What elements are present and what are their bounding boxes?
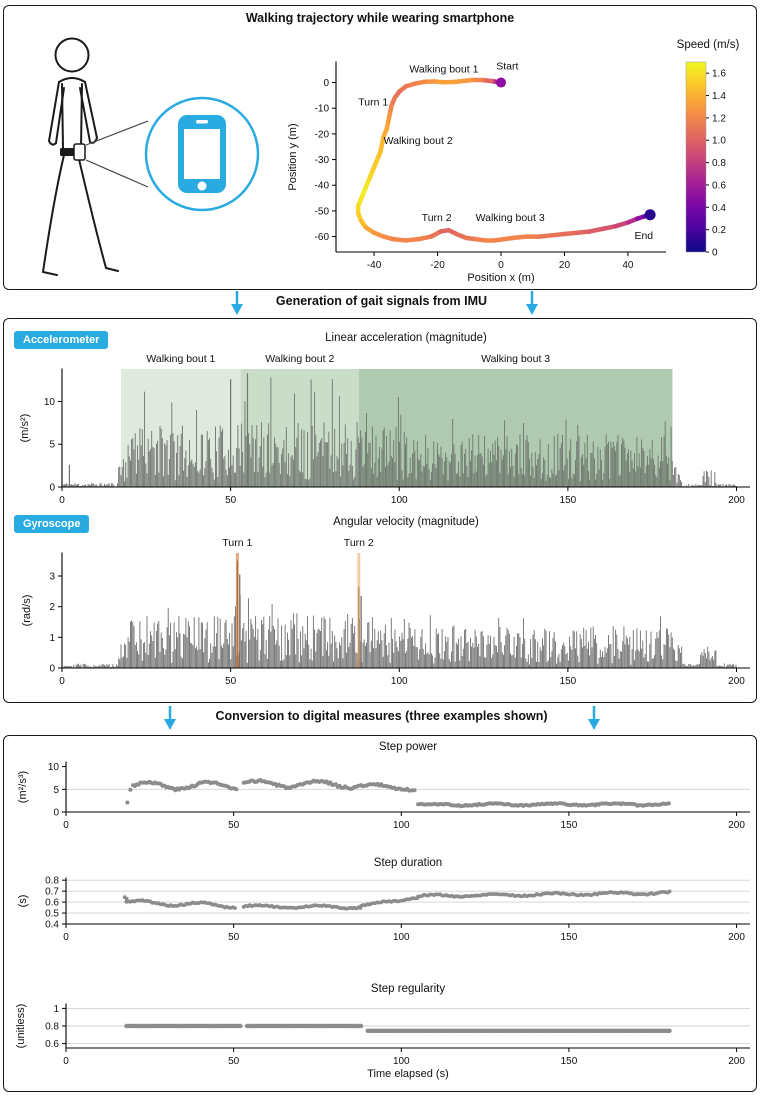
svg-text:-30: -30	[314, 155, 329, 167]
svg-text:0: 0	[59, 676, 65, 687]
svg-text:Step duration: Step duration	[373, 857, 443, 869]
svg-text:-40: -40	[366, 260, 382, 271]
svg-text:100: 100	[392, 820, 410, 831]
panel-digital-measures	[3, 735, 757, 1092]
panel1-title: Walking trajectory while wearing smartphone	[245, 11, 515, 25]
svg-text:0: 0	[63, 820, 69, 831]
svg-text:50: 50	[228, 932, 240, 943]
svg-text:-10: -10	[314, 103, 329, 115]
svg-text:0: 0	[53, 807, 59, 819]
svg-text:150: 150	[560, 820, 578, 831]
svg-text:5: 5	[49, 439, 55, 451]
svg-text:1: 1	[49, 632, 55, 644]
panel-imu-signals	[3, 318, 757, 703]
svg-text:20: 20	[558, 260, 571, 271]
svg-text:0.8: 0.8	[45, 1021, 59, 1033]
svg-text:200: 200	[728, 820, 745, 831]
gyroscope-chart	[4, 511, 757, 701]
svg-text:Step power: Step power	[378, 741, 438, 753]
svg-text:-50: -50	[314, 206, 329, 218]
svg-text:3: 3	[49, 571, 55, 583]
svg-text:End: End	[634, 230, 654, 243]
svg-text:100: 100	[392, 1056, 410, 1067]
svg-text:200: 200	[728, 676, 745, 687]
svg-text:0.2: 0.2	[712, 225, 726, 237]
gyroscope-badge: Gyroscope	[14, 515, 89, 533]
svg-text:5: 5	[53, 784, 59, 796]
connector1-label: Generation of gait signals from IMU	[275, 294, 488, 308]
svg-text:150: 150	[559, 495, 577, 506]
svg-text:100: 100	[390, 495, 408, 506]
svg-text:0: 0	[712, 247, 718, 259]
svg-text:150: 150	[560, 932, 578, 943]
walking-person-illustration	[12, 24, 272, 286]
svg-text:Start: Start	[496, 60, 519, 73]
step-duration-chart	[4, 856, 757, 960]
svg-text:50: 50	[228, 1056, 240, 1067]
svg-text:-40: -40	[314, 180, 329, 192]
svg-text:Turn 1: Turn 1	[222, 537, 253, 549]
svg-text:0: 0	[49, 663, 55, 675]
svg-text:0.4: 0.4	[45, 919, 59, 931]
svg-text:(s): (s)	[17, 894, 29, 908]
accelerometer-badge: Accelerometer	[14, 331, 108, 349]
svg-text:0.4: 0.4	[712, 202, 726, 214]
svg-text:-20: -20	[430, 260, 445, 271]
svg-text:Walking bout 3: Walking bout 3	[475, 212, 545, 225]
svg-text:Walking bout 2: Walking bout 2	[383, 135, 453, 148]
svg-text:0.6: 0.6	[45, 897, 59, 909]
svg-text:0: 0	[59, 495, 65, 506]
svg-text:(m²/s³): (m²/s³)	[17, 770, 29, 804]
svg-text:100: 100	[390, 676, 408, 687]
svg-text:1.6: 1.6	[712, 68, 726, 80]
svg-text:Speed (m/s): Speed (m/s)	[676, 39, 740, 51]
svg-text:40: 40	[622, 260, 634, 271]
svg-text:0: 0	[63, 1056, 69, 1067]
svg-text:(unitless): (unitless)	[15, 1003, 27, 1049]
step-power-chart	[4, 738, 757, 834]
svg-text:0: 0	[498, 260, 504, 271]
svg-text:-20: -20	[314, 129, 329, 141]
svg-text:50: 50	[228, 820, 240, 831]
svg-text:1: 1	[53, 1003, 59, 1015]
svg-text:Linear acceleration (magnitude: Linear acceleration (magnitude)	[325, 332, 487, 344]
svg-text:-60: -60	[314, 232, 329, 244]
svg-text:Step regularity: Step regularity	[370, 983, 446, 995]
panel-walking-trajectory	[3, 5, 757, 290]
svg-text:Time elapsed (s): Time elapsed (s)	[367, 1068, 449, 1080]
belt-phone	[74, 144, 85, 160]
svg-text:0.8: 0.8	[45, 875, 59, 887]
svg-text:0: 0	[63, 932, 69, 943]
svg-text:0.8: 0.8	[712, 158, 726, 170]
svg-text:10: 10	[43, 396, 55, 408]
svg-text:Walking bout 3: Walking bout 3	[481, 353, 551, 365]
svg-text:Turn 2: Turn 2	[421, 212, 452, 225]
connector-measures	[0, 704, 763, 735]
svg-text:10: 10	[47, 762, 59, 774]
svg-text:Turn 1: Turn 1	[358, 96, 389, 109]
svg-text:0: 0	[49, 482, 55, 494]
svg-text:0: 0	[323, 78, 329, 90]
svg-text:0.6: 0.6	[45, 1039, 59, 1051]
smartphone-icon	[178, 115, 226, 193]
svg-text:100: 100	[392, 932, 410, 943]
connector2-label: Conversion to digital measures (three examples shown)	[215, 709, 548, 723]
svg-text:(rad/s): (rad/s)	[21, 594, 33, 627]
svg-text:(m/s²): (m/s²)	[19, 413, 31, 443]
svg-text:1.4: 1.4	[712, 91, 726, 103]
connector-imu	[0, 289, 763, 318]
svg-text:Turn 2: Turn 2	[343, 537, 374, 549]
svg-text:1.2: 1.2	[712, 113, 726, 125]
accelerometer-chart	[4, 325, 757, 511]
svg-text:0.7: 0.7	[45, 886, 59, 898]
svg-text:200: 200	[728, 932, 745, 943]
svg-text:1.0: 1.0	[712, 135, 726, 147]
svg-text:Angular velocity (magnitude): Angular velocity (magnitude)	[333, 516, 479, 528]
svg-text:150: 150	[560, 1056, 578, 1067]
svg-text:Walking bout 2: Walking bout 2	[265, 353, 335, 365]
svg-text:Position x (m): Position x (m)	[467, 272, 535, 284]
svg-text:150: 150	[559, 676, 577, 687]
zoom-line-bottom	[86, 160, 148, 187]
svg-text:0.5: 0.5	[45, 908, 59, 920]
svg-text:200: 200	[728, 1056, 745, 1067]
trajectory-chart	[274, 22, 760, 290]
step-regularity-chart	[4, 982, 757, 1088]
svg-text:Position y (m): Position y (m)	[287, 123, 299, 191]
svg-text:Walking bout 1: Walking bout 1	[146, 353, 216, 365]
svg-text:0.6: 0.6	[712, 180, 726, 192]
svg-text:Walking bout 1: Walking bout 1	[409, 63, 479, 76]
svg-text:200: 200	[728, 495, 745, 506]
svg-text:2: 2	[49, 602, 55, 614]
svg-text:50: 50	[225, 676, 237, 687]
svg-text:50: 50	[225, 495, 237, 506]
